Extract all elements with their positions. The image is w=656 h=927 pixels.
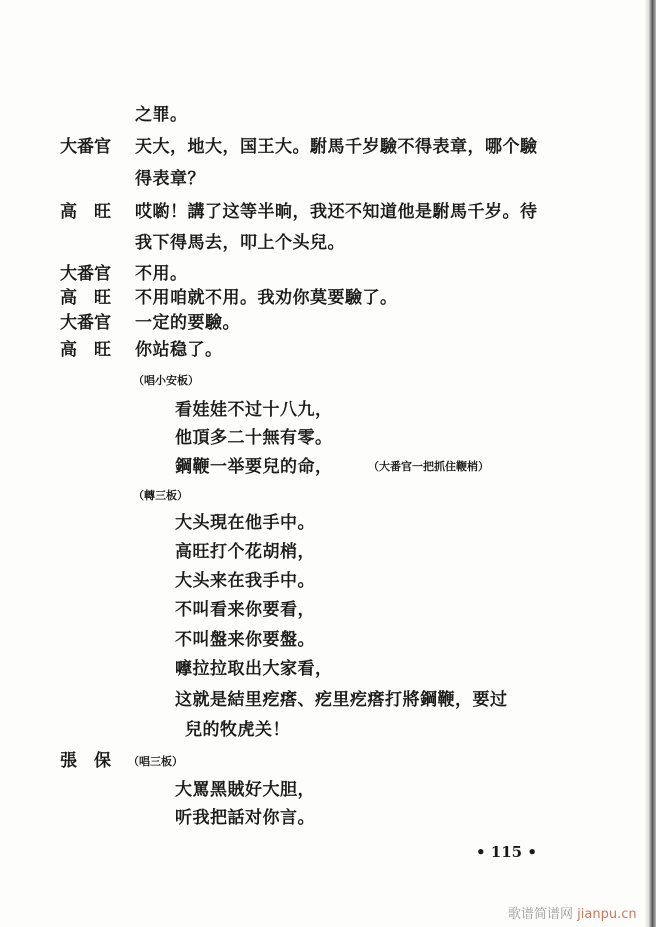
dialogue-line: 一定的要驗。	[135, 313, 240, 333]
verse-line: 大罵黑賊好大胆，	[175, 780, 315, 800]
speaker-name: 高 旺	[60, 288, 111, 308]
page-number: • 115 •	[476, 843, 537, 861]
speaker-name: 張 保	[60, 751, 111, 771]
speaker-name: 高 旺	[60, 340, 111, 360]
watermark-en: jianpu.cn	[577, 907, 637, 922]
verse-line: 大头現在他手中。	[175, 513, 315, 533]
verse-line: 不叫盤来你要盤。	[175, 630, 315, 650]
verse-line: 他頂多二十無有零。	[175, 428, 333, 448]
verse-line: 鋼鞭一举要兒的命，	[175, 457, 333, 477]
speaker-name: 大番官	[60, 313, 111, 333]
dialogue-line: 不用。	[135, 264, 188, 284]
tune-label: （轉三板）	[133, 489, 188, 502]
dialogue-line: 得表章？	[135, 169, 205, 189]
tune-label: （唱小安板）	[133, 374, 199, 387]
page-binding-edge	[644, 0, 656, 927]
watermark	[508, 903, 637, 922]
verse-line: 大头来在我手中。	[175, 571, 315, 591]
watermark-cn: 歌谱简谱网	[508, 907, 574, 922]
dialogue-line: 你站稳了。	[135, 340, 223, 360]
dialogue-line: 不用咱就不用。我劝你莫要驗了。	[135, 288, 398, 308]
verse-line: 看娃娃不过十八九，	[175, 400, 333, 420]
dialogue-line: 天大，地大，国王大。駙馬千岁驗不得表章，哪个驗	[135, 137, 538, 157]
verse-line: 听我把話对你言。	[175, 808, 315, 828]
verse-line: 兒的牧虎关！	[185, 720, 290, 740]
speaker-name: 大番官	[60, 264, 111, 284]
verse-line: 这就是結里疙瘩、疙里疙瘩打將鋼鞭，要过	[175, 690, 508, 710]
speaker-name: 大番官	[60, 137, 111, 157]
tune-label: （唱三板）	[128, 755, 183, 768]
dialogue-line: 哎喲！講了这等半晌，我还不知道他是駙馬千岁。待	[135, 202, 538, 222]
verse-line: 嚤拉拉取出大家看，	[175, 659, 333, 679]
verse-line: 不叫看来你要看，	[175, 600, 315, 620]
verse-line: 高旺打个花胡梢，	[175, 542, 315, 562]
dialogue-line: 之罪。	[135, 105, 188, 125]
stage-direction: （大番官一把抓住鞭梢）	[368, 460, 489, 473]
speaker-name: 高 旺	[60, 202, 111, 222]
dialogue-line: 我下得馬去，叩上个头兒。	[135, 233, 345, 253]
